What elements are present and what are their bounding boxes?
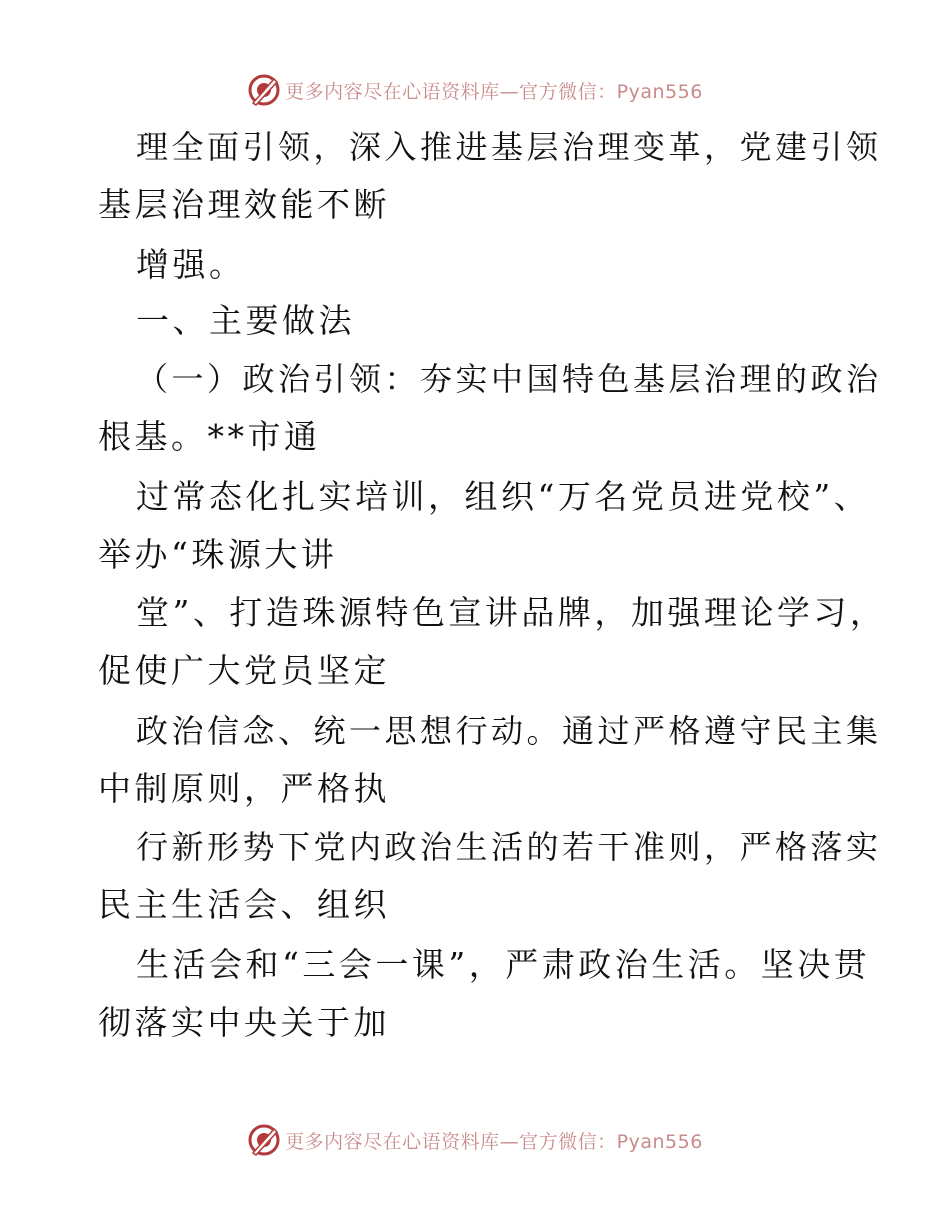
header-banner-text: 更多内容尽在心语资料库—官方微信：Pyan556 [285,80,703,103]
body-line: 根基。**市通 [98,417,321,456]
body-line: 彻落实中央关于加 [98,1003,390,1042]
body-line: 民主生活会、组织 [98,885,390,924]
pen-logo-icon [247,73,281,107]
body-line: 中制原则，严格执 [98,769,390,808]
body-line: 行新形势下党内政治生活的若干准则，严格落实 [136,828,882,866]
pen-logo-icon [247,1123,281,1157]
body-line: 增强。 [136,245,246,284]
body-line: 举办“珠源大讲 [98,535,338,574]
header-banner [0,70,950,110]
body-line: 过常态化扎实培训，组织“万名党员进党校”、 [136,477,871,516]
body-line: 生活会和“三会一课”，严肃政治生活。坚决贯 [136,945,871,984]
body-line: 基层治理效能不断 [98,185,390,224]
footer-banner-text: 更多内容尽在心语资料库—官方微信：Pyan556 [285,1130,703,1153]
subsection-heading: （一）政治引领：夯实中国特色基层治理的政治 [136,360,882,398]
body-line: 堂”、打造珠源特色宣讲品牌，加强理论学习， [136,593,887,632]
section-heading: 一、主要做法 [136,301,355,340]
body-line: 理全面引领，深入推进基层治理变革，党建引领 [136,128,882,166]
body-line: 政治信念、统一思想行动。通过严格遵守民主集 [136,712,882,750]
footer-banner [0,1120,950,1160]
body-line: 促使广大党员坚定 [98,651,390,690]
